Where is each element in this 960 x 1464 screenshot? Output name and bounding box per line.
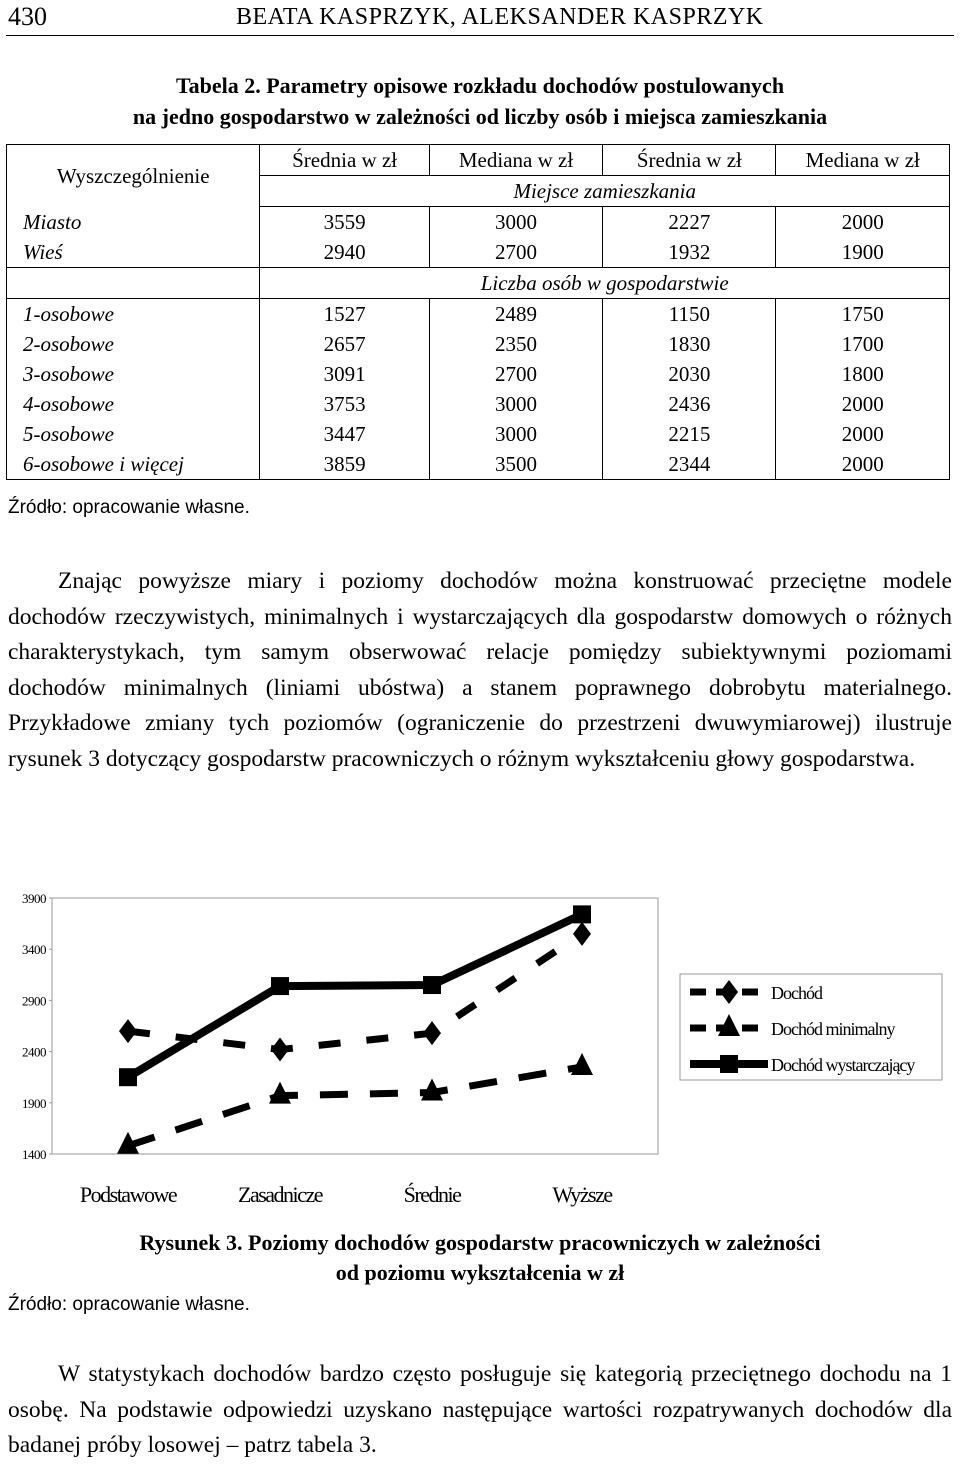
table-source: Źródło: opracowanie własne. xyxy=(8,497,250,518)
x-category-label: Wyższe xyxy=(552,1182,612,1207)
table-cell: 2350 xyxy=(429,329,603,359)
y-tick-label: 1900 xyxy=(22,1095,46,1111)
plot-area xyxy=(52,898,658,1154)
row-label: Miasto xyxy=(7,207,260,238)
running-head-authors: BEATA KASPRZYK, ALEKSANDER KASPRZYK xyxy=(236,4,764,30)
x-category-label: Średnie xyxy=(403,1182,461,1207)
table-cell: 1800 xyxy=(841,362,884,386)
paragraph-2-text: W statystykach dochodów bardzo często posługuje się kategorią przeciętnego dochodu na 1 osobę. Na podstawie odpowiedzi uzyskano następujące wartości rozpatrywanych dochodów dla badanej próby losowej – patrz tabela 3. xyxy=(8,1361,952,1458)
legend-label: Dochód wystarczający xyxy=(771,1055,915,1075)
figure-source: Źródło: opracowanie własne. xyxy=(8,1294,250,1315)
legend-label: Dochód minimalny xyxy=(771,1019,895,1039)
col-header: Średnia w zł xyxy=(603,145,776,176)
table-cell: 2657 xyxy=(260,329,429,359)
group-label-residence: Miejsce zamieszkania xyxy=(260,176,950,207)
page-header xyxy=(0,0,960,36)
table-cell: 2215 xyxy=(603,419,776,449)
group-label-household: Liczba osób w gospodarstwie xyxy=(260,268,950,299)
y-tick-label: 3900 xyxy=(22,891,46,906)
data-point-square xyxy=(573,905,591,923)
paragraph-1-text: Znając powyższe miary i poziomy dochodów można konstruować przeciętne modele dochodów rzeczywistych, minimalnych i wystarczających dla gospodarstw domowych o różnych charakterystykach, tym samym obserwować relacje pomiędzy subiektywnymi poziomami dochodów minimalnych (liniami ubóstwa) a stanem poprawnego dobrobytu materialnego. Przykładowe zmiany tych poziomów (ograniczenie do przestrzeni dwuwymiarowej) ilustruje rysunek 3 dotyczący gospodarstw pracowniczych o różnym wykształceniu głowy gospodarstwa. xyxy=(8,568,952,772)
data-point-square xyxy=(119,1068,137,1086)
table-cell: 3000 xyxy=(429,419,603,449)
row-header: Wyszczególnienie xyxy=(7,145,260,207)
col-header: Średnia w zł xyxy=(260,145,429,176)
data-point-square xyxy=(271,977,289,995)
row-label: Wieś xyxy=(7,237,260,268)
row-label: 2-osobowe xyxy=(7,329,260,359)
table-cell: 2344 xyxy=(603,449,776,480)
figure-caption-line2: od poziomu wykształcenia w zł xyxy=(335,1260,625,1285)
row-label: 6-osobowe i więcej xyxy=(7,449,260,480)
data-point-square xyxy=(720,1055,738,1073)
table-cell: 3859 xyxy=(260,449,429,480)
table-cell: 3500 xyxy=(429,449,603,480)
table-cell: 2700 xyxy=(429,237,603,268)
table-cell: 1830 xyxy=(603,329,776,359)
figure-chart xyxy=(0,880,960,1220)
data-point-square xyxy=(423,976,441,994)
col-header: Mediana w zł xyxy=(429,145,603,176)
paragraph-1 xyxy=(8,564,952,777)
figure-caption-line1: Rysunek 3. Poziomy dochodów gospodarstw pracowniczych w zależności xyxy=(139,1230,821,1255)
header-rule xyxy=(6,35,954,36)
row-label: 5-osobowe xyxy=(7,419,260,449)
y-tick-label: 2900 xyxy=(22,993,46,1009)
table-cell: 1700 xyxy=(841,332,884,356)
line-chart xyxy=(0,880,960,1220)
table-cell: 2436 xyxy=(603,389,776,419)
data-table xyxy=(6,144,950,480)
row-label: 4-osobowe xyxy=(7,389,260,419)
col-header: Mediana w zł xyxy=(805,148,920,172)
row-label-empty xyxy=(7,268,260,299)
table-cell: 2489 xyxy=(429,299,603,330)
table-cell: 3447 xyxy=(260,419,429,449)
table-cell: 1750 xyxy=(841,302,884,326)
table-cell: 3091 xyxy=(260,359,429,389)
table-cell: 2000 xyxy=(841,452,884,476)
table-cell: 1150 xyxy=(603,299,776,330)
table-cell: 1932 xyxy=(603,237,776,268)
table-cell: 2030 xyxy=(603,359,776,389)
x-category-label: Zasadnicze xyxy=(238,1182,322,1207)
table-title-line1: Tabela 2. Parametry opisowe rozkładu dochodów postulowanych xyxy=(175,73,785,98)
table-cell: 3000 xyxy=(429,389,603,419)
page-number: 430 xyxy=(8,2,47,31)
table-cell: 1900 xyxy=(841,240,884,264)
row-label: 1-osobowe xyxy=(7,299,260,330)
table-cell: 2227 xyxy=(603,207,776,238)
table-cell: 2940 xyxy=(260,237,429,268)
table-cell: 3559 xyxy=(260,207,429,238)
table-title-line2: na jedno gospodarstwo w zależności od liczby osób i miejsca zamieszkania xyxy=(132,104,828,129)
x-category-label: Podstawowe xyxy=(79,1182,177,1207)
table-cell: 3753 xyxy=(260,389,429,419)
table-cell: 2700 xyxy=(429,359,603,389)
row-label: 3-osobowe xyxy=(7,359,260,389)
table-cell: 2000 xyxy=(841,422,884,446)
legend-label: Dochód xyxy=(771,983,822,1003)
paragraph-2 xyxy=(8,1357,952,1464)
y-tick-label: 3400 xyxy=(22,942,46,958)
y-tick-label: 2400 xyxy=(22,1044,46,1060)
y-tick-label: 1400 xyxy=(22,1147,46,1162)
table-cell: 2000 xyxy=(841,210,884,234)
table-cell: 1527 xyxy=(260,299,429,330)
table-cell: 2000 xyxy=(841,392,884,416)
table-cell: 3000 xyxy=(429,207,603,238)
